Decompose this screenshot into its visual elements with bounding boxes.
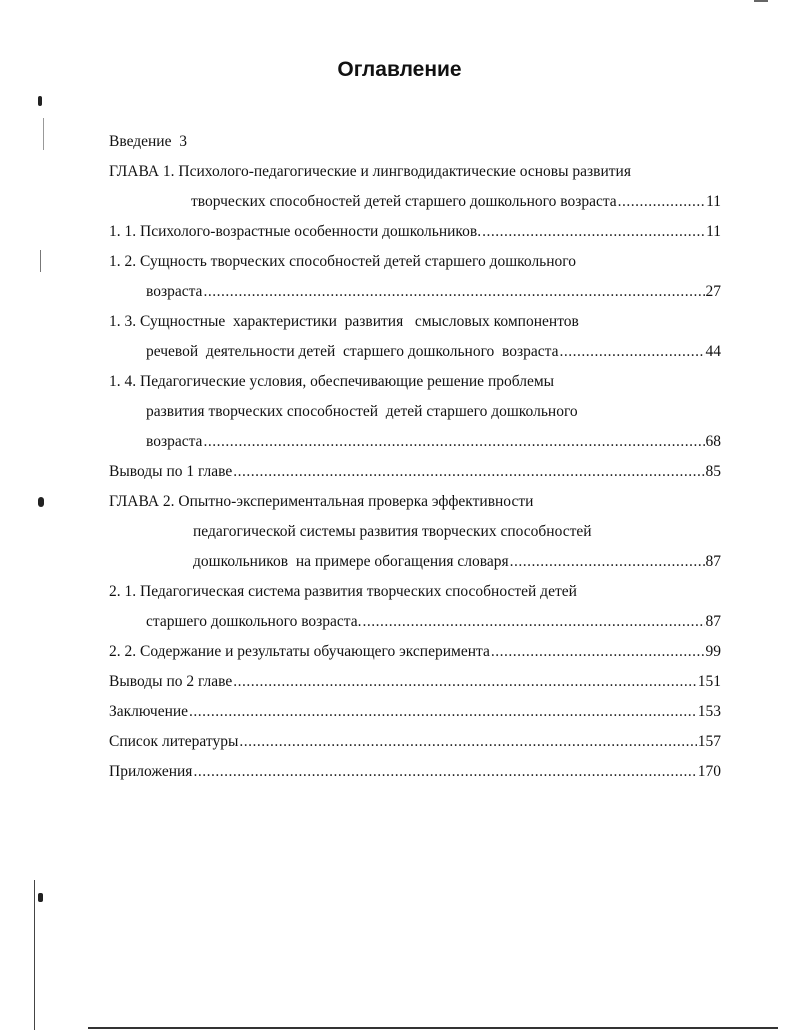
toc-entry-label: 1. 4. Педагогические условия, обеспечивающие решение проблемы — [109, 373, 555, 390]
corner-mark — [754, 0, 768, 2]
toc-entry-2-2[interactable] — [109, 637, 721, 667]
toc-entry-label: Введение — [109, 133, 172, 150]
scan-speck — [38, 96, 42, 106]
bottom-rule — [88, 1027, 778, 1029]
toc-entry-page: 157 — [697, 733, 721, 750]
toc-entry-1-4[interactable] — [109, 367, 721, 397]
toc-entry-label: речевой деятельности детей старшего дошкольного возраста — [146, 343, 559, 360]
toc-entry-conclusions-1[interactable] — [109, 457, 721, 487]
page-title: Оглавление — [337, 58, 462, 81]
toc-entry-1-2-cont[interactable] — [109, 277, 721, 307]
toc-entry-page: 153 — [697, 703, 721, 720]
toc-entry-label: ГЛАВА 2. Опытно-экспериментальная проверка эффективности — [109, 493, 534, 510]
dot-leader — [233, 667, 696, 697]
dot-leader — [193, 757, 696, 787]
dot-leader — [618, 187, 705, 217]
toc-entry-page: 27 — [705, 283, 721, 300]
toc-entry-label: дошкольников на примере обогащения словаря — [193, 553, 509, 570]
toc-entry-1-1[interactable] — [109, 217, 721, 247]
toc-entry-references[interactable] — [109, 727, 721, 757]
toc-entry-page: 85 — [705, 463, 721, 480]
toc-entry-label: 2. 2. Содержание и результаты обучающего эксперимента — [109, 643, 490, 660]
dot-leader — [363, 607, 705, 637]
toc-entry-label: творческих способностей детей старшего дошкольного возраста — [191, 193, 617, 210]
toc-entry-1-3[interactable] — [109, 307, 721, 337]
toc-entry-2-1-cont[interactable] — [109, 607, 721, 637]
toc-entry-page: 87 — [705, 553, 721, 570]
dot-leader — [510, 547, 705, 577]
toc-entry-page: 11 — [706, 223, 721, 240]
toc-entry-label: 1. 3. Сущностные характеристики развития смысловых компонентов — [109, 313, 579, 330]
toc-entry-appendices[interactable] — [109, 757, 721, 787]
toc-entry-page: 170 — [697, 763, 721, 780]
toc-entry-chapter-2-cont[interactable] — [109, 517, 721, 547]
toc-entry-label: 2. 1. Педагогическая система развития творческих способностей детей — [109, 583, 577, 600]
toc-entry-label: 1. 1. Психолого-возрастные особенности дошкольников. — [109, 223, 482, 240]
toc-entry-label: возраста — [146, 433, 203, 450]
dot-leader — [239, 727, 696, 757]
toc-entry-page: 3 — [179, 133, 187, 150]
toc-entry-label: развития творческих способностей детей старшего дошкольного — [146, 403, 578, 420]
toc-entry-page: 68 — [705, 433, 721, 450]
toc-entry-label: старшего дошкольного возраста. — [146, 613, 362, 630]
toc-entry-chapter-1[interactable] — [109, 157, 721, 187]
toc-entry-chapter-2[interactable] — [109, 487, 721, 517]
dot-leader — [560, 337, 705, 367]
toc-entry-label: педагогической системы развития творческих способностей — [193, 523, 592, 540]
toc-entry-chapter-1-cont[interactable] — [109, 187, 721, 217]
toc-entry-label: Выводы по 1 главе — [109, 463, 233, 480]
toc-entry-page: 11 — [706, 193, 721, 210]
scan-speck — [38, 497, 44, 507]
toc-entry-label: Приложения — [109, 763, 193, 780]
toc-entry-page: 44 — [705, 343, 721, 360]
dot-leader — [203, 277, 704, 307]
dot-leader — [491, 637, 705, 667]
scan-line — [34, 880, 35, 1030]
toc-entry-page: 151 — [697, 673, 721, 690]
dot-leader — [189, 697, 697, 727]
table-of-contents — [109, 127, 721, 787]
toc-entry-1-4-cont2[interactable] — [109, 427, 721, 457]
toc-entry-label: Список литературы — [109, 733, 239, 750]
toc-entry-page: 87 — [705, 613, 721, 630]
toc-entry-conclusions-2[interactable] — [109, 667, 721, 697]
scan-line — [40, 250, 41, 272]
dot-leader — [482, 217, 705, 247]
toc-entry-label: ГЛАВА 1. Психолого-педагогические и лингводидактические основы развития — [109, 163, 631, 180]
toc-entry-chapter-2-cont2[interactable] — [109, 547, 721, 577]
toc-entry-label: 1. 2. Сущность творческих способностей детей старшего дошкольного — [109, 253, 577, 270]
toc-entry-1-3-cont[interactable] — [109, 337, 721, 367]
dot-leader — [233, 457, 704, 487]
toc-entry-label: возраста — [146, 283, 203, 300]
toc-entry-label: Заключение — [109, 703, 189, 720]
toc-entry-1-4-cont[interactable] — [109, 397, 721, 427]
toc-entry-label: Выводы по 2 главе — [109, 673, 233, 690]
toc-entry-page: 99 — [705, 643, 721, 660]
toc-entry-2-1[interactable] — [109, 577, 721, 607]
toc-entry-1-2[interactable] — [109, 247, 721, 277]
scan-speck — [38, 893, 43, 902]
toc-entry-intro[interactable] — [109, 127, 721, 157]
scan-line — [43, 118, 44, 150]
toc-entry-conclusion[interactable] — [109, 697, 721, 727]
dot-leader — [203, 427, 704, 457]
